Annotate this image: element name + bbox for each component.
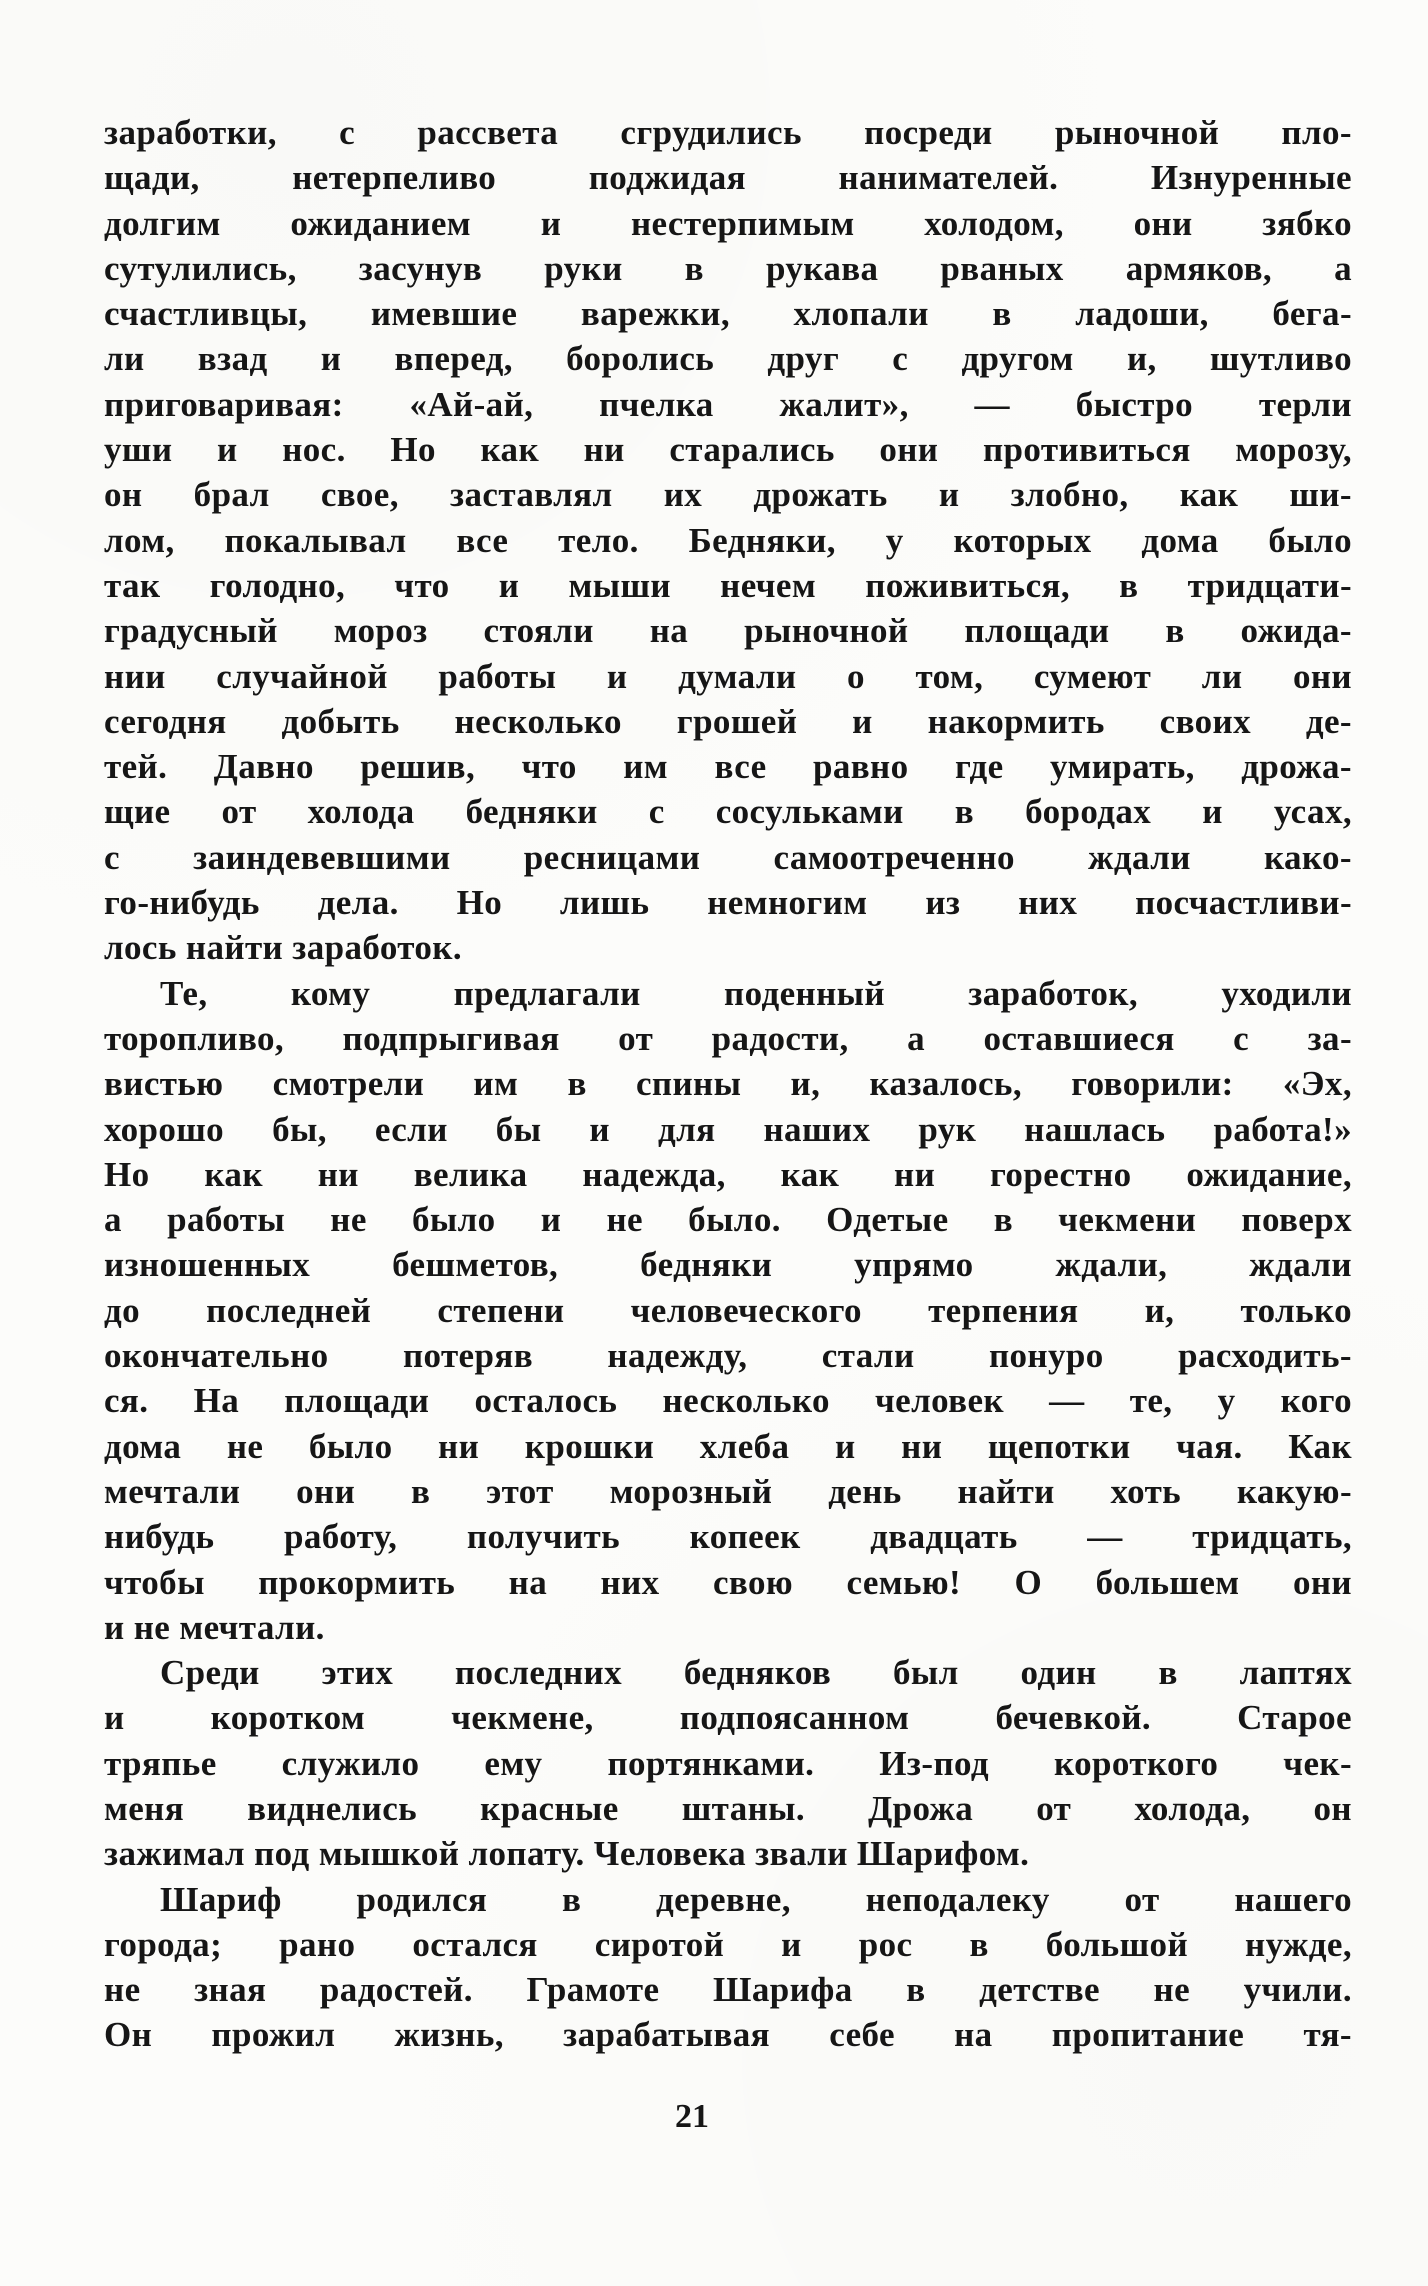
text-line: до последней степени человеческого терпения и, только <box>104 1290 1352 1330</box>
text-line: Но как ни велика надежда, как ни горестно ожидание, <box>104 1154 1352 1194</box>
text-line: окончательно потеряв надежду, стали понуро расходить- <box>104 1336 1352 1376</box>
text-line: изношенных бешметов, бедняки упрямо ждали, ждали <box>104 1245 1352 1285</box>
text-line: так голодно, что и мыши нечем поживиться, в тридцати- <box>104 565 1352 605</box>
text-line: приговаривая: «Ай-ай, пчелка жалит», — быстро терли <box>104 384 1352 424</box>
text-line: нии случайной работы и думали о том, сумеют ли они <box>104 656 1352 696</box>
text-line: хорошо бы, если бы и для наших рук нашлась работа!» <box>104 1109 1352 1149</box>
page-number: 21 <box>675 2098 709 2135</box>
text-line: сутулились, засунув руки в рукава рваных армяков, а <box>104 248 1352 288</box>
text-line: и коротком чекмене, подпоясанном бечевкой. Старое <box>104 1698 1352 1738</box>
text-line: щади, нетерпеливо поджидая нанимателей. Изнуренные <box>104 158 1352 198</box>
text-line: щие от холода бедняки с сосульками в бородах и усах, <box>104 792 1352 832</box>
text-line: тряпье служило ему портянками. Из-под короткого чек- <box>104 1743 1352 1783</box>
text-line: торопливо, подпрыгивая от радости, а оставшиеся с за- <box>104 1018 1352 1058</box>
text-line: счастливцы, имевшие варежки, хлопали в ладоши, бега- <box>104 294 1352 334</box>
text-line: а работы не было и не было. Одетые в чекмени поверх <box>104 1200 1352 1240</box>
text-line: мечтали они в этот морозный день найти хоть какую- <box>104 1471 1352 1511</box>
text-line: заработки, с рассвета сгрудились посреди рыночной пло- <box>104 113 1352 152</box>
text-line: лось найти заработок. <box>104 928 463 968</box>
text-line: сегодня добыть несколько грошей и накормить своих де- <box>104 701 1352 741</box>
text-line: зажимал под мышкой лопату. Человека звали Шарифом. <box>104 1834 1030 1874</box>
text-line: и не мечтали. <box>104 1607 325 1647</box>
text-line: меня виднелись красные штаны. Дрожа от холода, он <box>104 1788 1352 1828</box>
text-line: ли взад и вперед, боролись друг с другом и, шутливо <box>104 339 1352 379</box>
text-line: чтобы прокормить на них свою семью! О большем они <box>104 1562 1352 1602</box>
text-line: он брал свое, заставлял их дрожать и злобно, как ши- <box>104 475 1352 515</box>
text-line: с заиндевевшими ресницами самоотреченно ждали како- <box>104 837 1352 877</box>
text-block <box>104 110 1352 2058</box>
text-line: уши и нос. Но как ни старались они противиться морозу, <box>104 430 1352 470</box>
text-line: дома не было ни крошки хлеба и ни щепотки чая. Как <box>104 1426 1352 1466</box>
text-line: Он прожил жизнь, зарабатывая себе на пропитание тя- <box>104 2015 1352 2055</box>
text-line: вистью смотрели им в спины и, казалось, говорили: «Эх, <box>104 1064 1352 1104</box>
text-line: градусный мороз стояли на рыночной площади в ожида- <box>104 611 1352 651</box>
text-line: Те, кому предлагали поденный заработок, уходили <box>160 973 1352 1013</box>
text-line: Среди этих последних бедняков был один в лаптях <box>160 1653 1352 1693</box>
text-line: го-нибудь дела. Но лишь немногим из них посчастливи- <box>104 883 1352 923</box>
text-line: долгим ожиданием и нестерпимым холодом, они зябко <box>104 203 1352 243</box>
text-line: ся. На площади осталось несколько человек — те, у кого <box>104 1381 1352 1421</box>
text-line: Шариф родился в деревне, неподалеку от нашего <box>160 1879 1352 1919</box>
text-line: не зная радостей. Грамоте Шарифа в детстве не учили. <box>104 1970 1352 2010</box>
text-line: нибудь работу, получить копеек двадцать — тридцать, <box>104 1517 1352 1557</box>
text-line: тей. Давно решив, что им все равно где умирать, дрожа- <box>104 747 1352 787</box>
text-line: лом, покалывал все тело. Бедняки, у которых дома было <box>104 520 1352 560</box>
text-line: города; рано остался сиротой и рос в большой нужде, <box>104 1924 1352 1964</box>
